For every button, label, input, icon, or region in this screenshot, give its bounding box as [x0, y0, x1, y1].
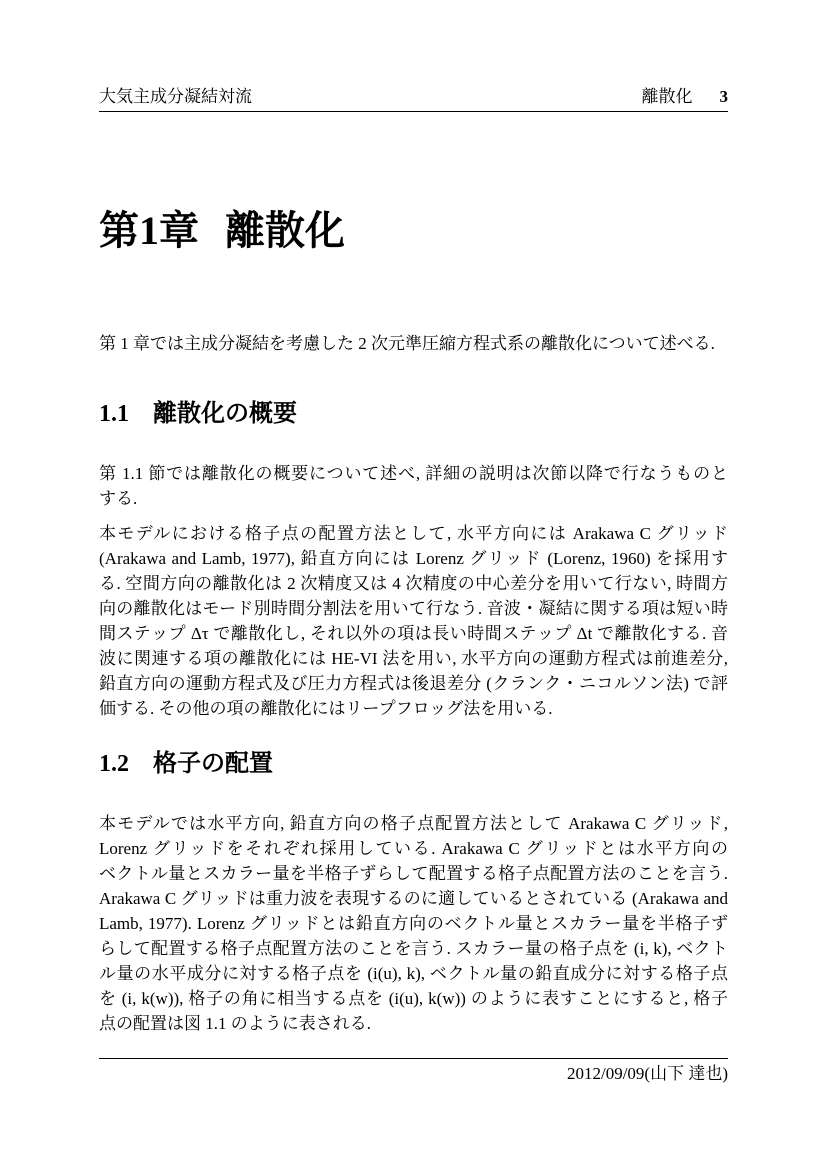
paragraph-grid-arrangement — [99, 811, 728, 1036]
paragraph-section-overview — [99, 461, 728, 511]
text-line: 向の離散化はモード別時間分割法を用いて行なう. 音波・凝結に関する項は短い時 — [99, 599, 728, 618]
running-header — [99, 87, 728, 107]
text-line: 鉛直方向の運動方程式及び圧力方程式は後退差分 (クランク・ニコルソン法) で評 — [99, 674, 728, 693]
text-line: を (i, k(w)), 格子の角に相当する点を (i(u), k(w)) のように表すことにすると, 格子 — [99, 989, 728, 1008]
text-line: Arakawa C グリッドは重力波を表現するのに適しているとされている (Arakawa and — [99, 889, 728, 908]
section-number: 1.1 — [99, 401, 129, 427]
chapter-intro-paragraph: 第 1 章では主成分凝結を考慮した 2 次元準圧縮方程式系の離散化について述べる. — [99, 334, 715, 353]
text-line: らして配置する格子点配置方法のことを言う. スカラー量の格子点を (i, k), ベクト — [99, 939, 728, 958]
running-head-chapter-title: 離散化 — [641, 87, 693, 106]
chapter-number-label: 第1章 — [99, 208, 199, 253]
footer-rule — [99, 1058, 728, 1059]
text-line: 点の配置は図 1.1 のように表される. — [99, 1014, 371, 1033]
text-line: ベクトル量とスカラー量を半格子ずらして配置する格子点配置方法のことを言う. — [99, 864, 728, 883]
running-head-right — [642, 87, 729, 107]
text-line: 波に関連する項の離散化には HE-VI 法を用い, 水平方向の運動方程式は前進差分, — [99, 649, 728, 668]
page-number: 3 — [719, 87, 728, 106]
paragraph-discretization-methods — [99, 521, 728, 721]
text-line: 第 1.1 節では離散化の概要について述べ, 詳細の説明は次節以降で行なうものと — [99, 464, 728, 483]
text-line: する. — [99, 489, 138, 508]
text-line: Lamb, 1977). Lorenz グリッドとは鉛直方向のベクトル量とスカラー量を半格子ず — [99, 914, 728, 933]
text-line: ル量の水平成分に対する格子点を (i(u), k), ベクトル量の鉛直成分に対する格子点 — [99, 964, 728, 983]
chapter-heading — [99, 206, 345, 256]
text-line: る. 空間方向の離散化は 2 次精度又は 4 次精度の中心差分を用いて行ない, 時間方 — [99, 574, 728, 593]
section-heading-1-2 — [99, 748, 273, 780]
text-line: (Arakawa and Lamb, 1977), 鉛直方向には Lorenz グリッド (Lorenz, 1960) を採用す — [99, 549, 728, 568]
section-number: 1.2 — [99, 751, 129, 777]
section-title: 格子の配置 — [153, 750, 273, 777]
running-head-document-title: 大気主成分凝結対流 — [99, 87, 252, 106]
header-rule — [99, 111, 728, 112]
text-line: 間ステップ Δτ で離散化し, それ以外の項は長い時間ステップ Δt で離散化する. 音 — [99, 624, 728, 643]
chapter-title: 離散化 — [225, 209, 345, 253]
section-title: 離散化の概要 — [153, 400, 297, 427]
text-line: 価する. その他の項の離散化にはリープフロッグ法を用いる. — [99, 699, 553, 718]
footer-date-author: 2012/09/09(山下 達也) — [566, 1064, 728, 1083]
text-line: 本モデルにおける格子点の配置方法として, 水平方向には Arakawa C グリッド — [99, 524, 728, 543]
section-heading-1-1 — [99, 398, 297, 430]
text-line: 本モデルでは水平方向, 鉛直方向の格子点配置方法として Arakawa C グリッド, — [99, 814, 728, 833]
text-line: Lorenz グリッドをそれぞれ採用している. Arakawa C グリッドとは水平方向の — [99, 839, 728, 858]
